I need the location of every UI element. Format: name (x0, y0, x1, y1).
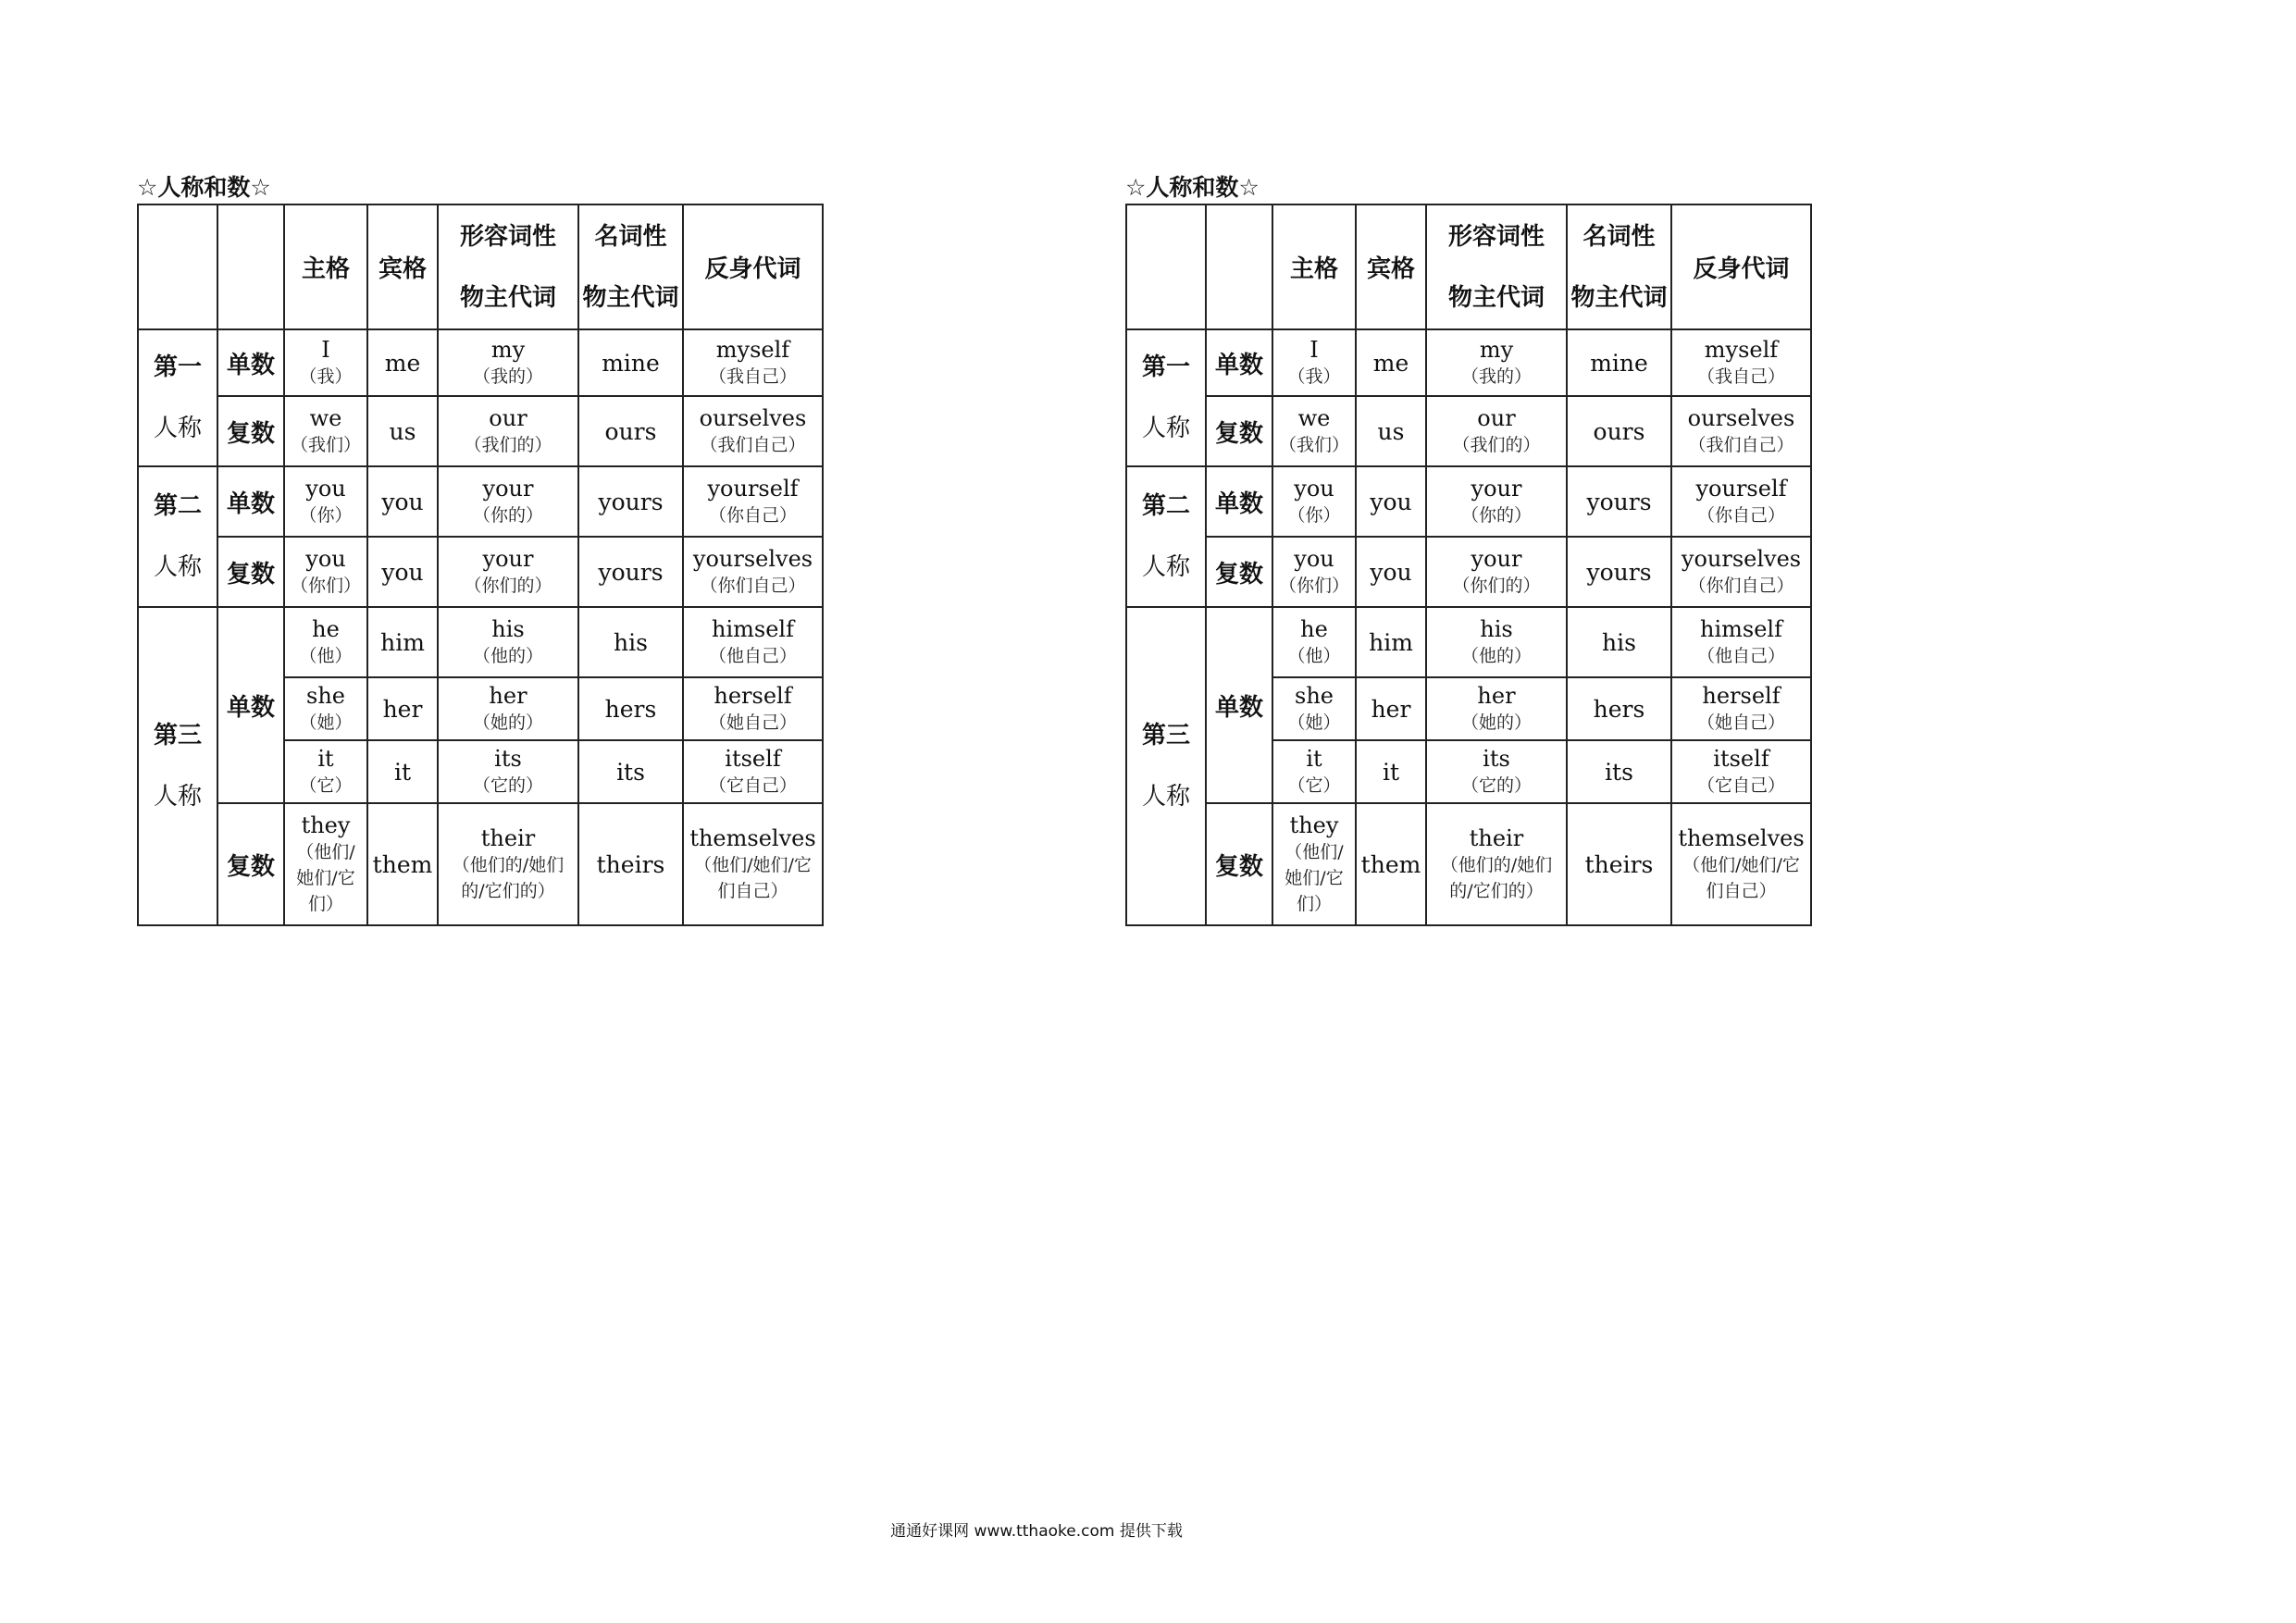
table-row-third-plural (138, 803, 823, 925)
cell-adj-possessive: our （我们的） (1426, 396, 1567, 466)
header-reflexive: 反身代词 (1671, 204, 1811, 329)
cell-noun-possessive: his (578, 607, 683, 677)
header-blank-cell (138, 204, 217, 329)
pronoun-table-panel-left (137, 172, 824, 926)
cell-adj-possessive: its （它的） (438, 740, 578, 803)
cell-noun-possessive: its (578, 740, 683, 803)
cell-adj-possessive: your （你们的） (1426, 537, 1567, 607)
header-subject: 主格 (284, 204, 367, 329)
cell-adj-possessive: your （你的） (438, 466, 578, 537)
cell-reflexive: ourselves （我们自己） (1671, 396, 1811, 466)
header-noun-possessive: 名词性 物主代词 (578, 204, 683, 329)
cell-reflexive: itself （它自己） (683, 740, 823, 803)
cell-subject: it （它） (1272, 740, 1356, 803)
cell-adj-possessive: your （你们的） (438, 537, 578, 607)
cell-object: us (367, 396, 438, 466)
cell-noun-possessive: ours (578, 396, 683, 466)
cell-noun-possessive: yours (1567, 466, 1671, 537)
group-label-first-person: 第一 人称 (138, 329, 217, 466)
number-label-singular: 单数 (1206, 466, 1272, 537)
cell-subject: we （我们） (284, 396, 367, 466)
table-title: ☆人称和数☆ (137, 174, 271, 201)
table-row-second-singular (138, 466, 823, 537)
cell-subject: we （我们） (1272, 396, 1356, 466)
table-row-second-plural (1126, 537, 1811, 607)
cell-subject: he （他） (284, 607, 367, 677)
cell-noun-possessive: hers (578, 677, 683, 740)
header-adj-possessive: 形容词性 物主代词 (438, 204, 578, 329)
cell-reflexive: yourselves （你们自己） (1671, 537, 1811, 607)
table-row-second-singular (1126, 466, 1811, 537)
cell-adj-possessive: their （他们的/她们 的/它们的） (438, 803, 578, 925)
header-blank-cell (1206, 204, 1272, 329)
cell-adj-possessive: her （她的） (1426, 677, 1567, 740)
cell-subject: you （你） (284, 466, 367, 537)
cell-object: us (1356, 396, 1426, 466)
cell-subject: I （我） (284, 329, 367, 396)
cell-reflexive: herself （她自己） (683, 677, 823, 740)
footer-credit: 通通好课网 www.tthaoke.com 提供下载 (890, 1522, 1183, 1541)
cell-subject: they （他们/ 她们/它 们） (284, 803, 367, 925)
cell-object: you (1356, 466, 1426, 537)
cell-object: you (1356, 537, 1426, 607)
table-row-third-he (138, 607, 823, 677)
cell-reflexive: himself （他自己） (683, 607, 823, 677)
table-title: ☆人称和数☆ (1125, 174, 1260, 201)
cell-object: him (367, 607, 438, 677)
header-row (1126, 204, 1811, 329)
cell-reflexive: myself （我自己） (683, 329, 823, 396)
header-object: 宾格 (367, 204, 438, 329)
header-row (138, 204, 823, 329)
cell-reflexive: myself （我自己） (1671, 329, 1811, 396)
group-label-third-person: 第三 人称 (138, 607, 217, 925)
cell-adj-possessive: its （它的） (1426, 740, 1567, 803)
cell-reflexive: themselves （他们/她们/它 们自己） (1671, 803, 1811, 925)
table-row-first-plural (138, 396, 823, 466)
header-subject: 主格 (1272, 204, 1356, 329)
pronoun-table (137, 204, 824, 926)
cell-reflexive: himself （他自己） (1671, 607, 1811, 677)
cell-object: her (1356, 677, 1426, 740)
header-adj-possessive: 形容词性 物主代词 (1426, 204, 1567, 329)
cell-reflexive: yourself （你自己） (683, 466, 823, 537)
cell-reflexive: itself （它自己） (1671, 740, 1811, 803)
number-label-plural: 复数 (217, 803, 284, 925)
cell-subject: you （你） (1272, 466, 1356, 537)
number-label-singular: 单数 (217, 329, 284, 396)
cell-noun-possessive: mine (578, 329, 683, 396)
cell-noun-possessive: theirs (578, 803, 683, 925)
cell-adj-possessive: my （我的） (438, 329, 578, 396)
cell-subject: it （它） (284, 740, 367, 803)
cell-subject: they （他们/ 她们/它 们） (1272, 803, 1356, 925)
cell-adj-possessive: your （你的） (1426, 466, 1567, 537)
cell-noun-possessive: theirs (1567, 803, 1671, 925)
cell-object: me (1356, 329, 1426, 396)
cell-adj-possessive: our （我们的） (438, 396, 578, 466)
cell-subject: you （你们） (1272, 537, 1356, 607)
cell-object: it (367, 740, 438, 803)
cell-noun-possessive: his (1567, 607, 1671, 677)
cell-reflexive: yourself （你自己） (1671, 466, 1811, 537)
cell-object: her (367, 677, 438, 740)
cell-object: them (1356, 803, 1426, 925)
group-label-first-person: 第一 人称 (1126, 329, 1206, 466)
cell-reflexive: herself （她自己） (1671, 677, 1811, 740)
cell-noun-possessive: yours (578, 537, 683, 607)
table-row-first-singular (1126, 329, 1811, 396)
cell-noun-possessive: yours (578, 466, 683, 537)
cell-object: you (367, 537, 438, 607)
header-blank-cell (217, 204, 284, 329)
cell-subject: he （他） (1272, 607, 1356, 677)
cell-object: them (367, 803, 438, 925)
cell-adj-possessive: her （她的） (438, 677, 578, 740)
cell-noun-possessive: mine (1567, 329, 1671, 396)
cell-object: it (1356, 740, 1426, 803)
cell-noun-possessive: hers (1567, 677, 1671, 740)
number-label-plural: 复数 (217, 396, 284, 466)
table-row-first-singular (138, 329, 823, 396)
header-noun-possessive: 名词性 物主代词 (1567, 204, 1671, 329)
cell-adj-possessive: their （他们的/她们 的/它们的） (1426, 803, 1567, 925)
table-row-third-plural (1126, 803, 1811, 925)
number-label-singular: 单数 (217, 466, 284, 537)
pronoun-table (1125, 204, 1812, 926)
header-object: 宾格 (1356, 204, 1426, 329)
cell-reflexive: ourselves （我们自己） (683, 396, 823, 466)
pronoun-table-panel-right (1125, 172, 1812, 926)
cell-subject: she （她） (1272, 677, 1356, 740)
number-label-singular: 单数 (1206, 329, 1272, 396)
number-label-plural: 复数 (1206, 537, 1272, 607)
cell-object: me (367, 329, 438, 396)
table-row-third-he (1126, 607, 1811, 677)
header-blank-cell (1126, 204, 1206, 329)
header-reflexive: 反身代词 (683, 204, 823, 329)
group-label-third-person: 第三 人称 (1126, 607, 1206, 925)
number-label-singular: 单数 (1206, 607, 1272, 803)
number-label-plural: 复数 (1206, 803, 1272, 925)
number-label-plural: 复数 (217, 537, 284, 607)
cell-adj-possessive: his （他的） (1426, 607, 1567, 677)
cell-reflexive: yourselves （你们自己） (683, 537, 823, 607)
cell-object: you (367, 466, 438, 537)
table-row-first-plural (1126, 396, 1811, 466)
cell-adj-possessive: his （他的） (438, 607, 578, 677)
group-label-second-person: 第二 人称 (138, 466, 217, 607)
number-label-plural: 复数 (1206, 396, 1272, 466)
cell-noun-possessive: yours (1567, 537, 1671, 607)
cell-reflexive: themselves （他们/她们/它 们自己） (683, 803, 823, 925)
cell-adj-possessive: my （我的） (1426, 329, 1567, 396)
cell-object: him (1356, 607, 1426, 677)
cell-noun-possessive: its (1567, 740, 1671, 803)
number-label-singular: 单数 (217, 607, 284, 803)
cell-subject: you （你们） (284, 537, 367, 607)
cell-subject: I （我） (1272, 329, 1356, 396)
cell-noun-possessive: ours (1567, 396, 1671, 466)
group-label-second-person: 第二 人称 (1126, 466, 1206, 607)
table-row-second-plural (138, 537, 823, 607)
cell-subject: she （她） (284, 677, 367, 740)
